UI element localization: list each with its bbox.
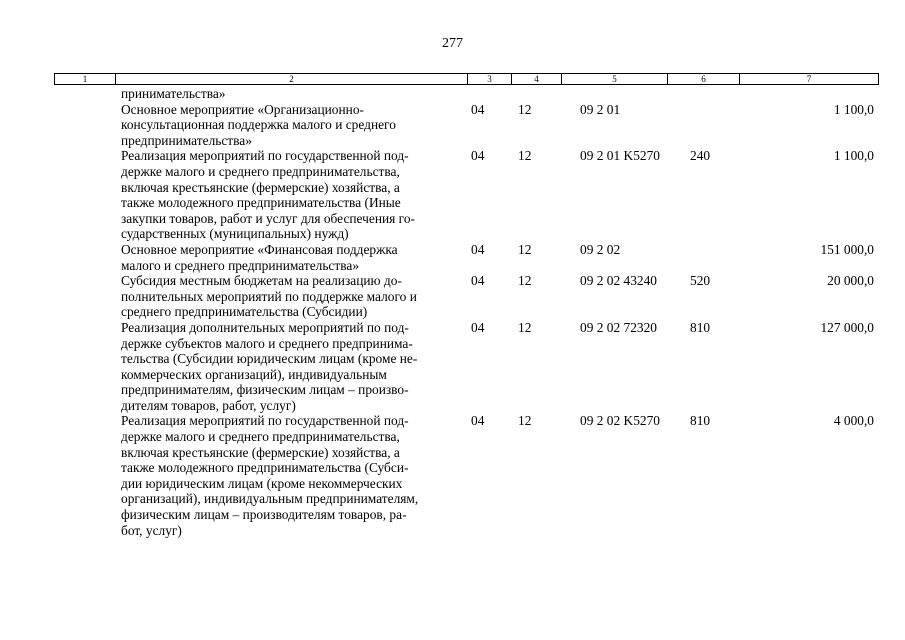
row-name-line: сударственных (муниципальных) нужд) bbox=[121, 226, 349, 242]
table-row bbox=[0, 273, 905, 320]
row-name bbox=[121, 320, 458, 414]
row-name-line: Реализация дополнительных мероприятий по под- bbox=[121, 319, 409, 335]
table-row bbox=[0, 102, 905, 149]
row-amount: 127 000,0 bbox=[820, 319, 874, 335]
row-subsection: 12 bbox=[518, 273, 532, 289]
row-section: 04 bbox=[471, 241, 485, 257]
row-target-article: 09 2 01 bbox=[580, 101, 621, 117]
row-subsection: 12 bbox=[518, 413, 532, 429]
row-name-line: коммерческих организаций), индивидуальным bbox=[121, 366, 387, 382]
row-amount: 4 000,0 bbox=[833, 413, 874, 429]
row-name-line: бот, услуг) bbox=[121, 522, 182, 538]
row-name-line: включая крестьянские (фермерские) хозяйства, а bbox=[121, 179, 400, 195]
row-name-line: держке субъектов малого и среднего предпринима- bbox=[121, 335, 413, 351]
row-section: 04 bbox=[471, 319, 485, 335]
row-section: 04 bbox=[471, 148, 485, 164]
row-name bbox=[121, 102, 458, 149]
row-name-line: полнительных мероприятий по поддержке малого и bbox=[121, 288, 417, 304]
row-target-article: 09 2 02 K5270 bbox=[580, 413, 660, 429]
row-name-line: принимательства» bbox=[121, 86, 226, 101]
row-name-line: Субсидия местным бюджетам на реализацию до- bbox=[121, 273, 402, 289]
table-row bbox=[0, 242, 905, 273]
row-expense-type: 810 bbox=[690, 413, 711, 429]
row-name bbox=[121, 273, 458, 320]
column-header-7: 7 bbox=[806, 74, 812, 84]
row-name-line: включая крестьянские (фермерские) хозяйства, а bbox=[121, 444, 400, 460]
row-name-line: Основное мероприятие «Организационно- bbox=[121, 101, 364, 117]
row-section: 04 bbox=[471, 101, 485, 117]
row-amount: 1 100,0 bbox=[833, 148, 874, 164]
row-expense-type: 810 bbox=[690, 319, 711, 335]
row-section: 04 bbox=[471, 413, 485, 429]
row-name bbox=[121, 413, 458, 538]
row-target-article: 09 2 02 72320 bbox=[580, 319, 657, 335]
row-name-line: закупки товаров, работ и услуг для обеспечения го- bbox=[121, 210, 415, 226]
row-name-line: Реализация мероприятий по государственной под- bbox=[121, 148, 409, 164]
row-subsection: 12 bbox=[518, 148, 532, 164]
column-header-5: 5 bbox=[562, 74, 668, 84]
table-row bbox=[0, 148, 905, 242]
column-header-3: 3 bbox=[468, 74, 512, 84]
row-name bbox=[121, 242, 458, 273]
row-name-line: Основное мероприятие «Финансовая поддержка bbox=[121, 241, 398, 257]
row-target-article: 09 2 02 43240 bbox=[580, 273, 657, 289]
column-header-4: 4 bbox=[512, 74, 562, 84]
row-name-line: дии юридическим лицам (кроме некоммерческих bbox=[121, 475, 403, 491]
row-amount: 151 000,0 bbox=[820, 241, 874, 257]
column-header-6: 6 bbox=[668, 74, 740, 84]
row-name-line: физическим лицам – производителям товаров, ра- bbox=[121, 507, 407, 523]
row-name-line: держке малого и среднего предпринимательства, bbox=[121, 163, 400, 179]
row-name-line: также молодежного предпринимательства (Субси- bbox=[121, 460, 409, 476]
row-name-line: также молодежного предпринимательства (Иные bbox=[121, 195, 401, 211]
row-expense-type: 520 bbox=[690, 273, 711, 289]
row-name bbox=[121, 86, 458, 102]
table-row bbox=[0, 320, 905, 414]
table-row bbox=[0, 413, 905, 538]
table-body bbox=[0, 86, 905, 538]
row-target-article: 09 2 02 bbox=[580, 241, 621, 257]
column-header-2: 2 bbox=[116, 74, 468, 84]
table-row bbox=[0, 86, 905, 102]
row-expense-type: 240 bbox=[690, 148, 711, 164]
row-name-line: Реализация мероприятий по государственной под- bbox=[121, 413, 409, 429]
row-amount: 1 100,0 bbox=[833, 101, 874, 117]
row-name-line: дителям товаров, работ, услуг) bbox=[121, 397, 296, 413]
row-subsection: 12 bbox=[518, 241, 532, 257]
table-header-row bbox=[54, 73, 879, 85]
row-amount: 20 000,0 bbox=[827, 273, 874, 289]
column-header-1: 1 bbox=[55, 74, 116, 84]
row-name-line: предпринимателям, физическим лицам – произво- bbox=[121, 382, 409, 398]
row-name-line: предпринимательства» bbox=[121, 132, 252, 148]
row-subsection: 12 bbox=[518, 319, 532, 335]
row-name-line: тельства (Субсидии юридическим лицам (кроме не- bbox=[121, 351, 418, 367]
page-number: 277 bbox=[442, 36, 463, 51]
row-section: 04 bbox=[471, 273, 485, 289]
row-target-article: 09 2 01 K5270 bbox=[580, 148, 660, 164]
row-name bbox=[121, 148, 458, 242]
row-name-line: малого и среднего предпринимательства» bbox=[121, 257, 360, 273]
row-subsection: 12 bbox=[518, 101, 532, 117]
row-name-line: консультационная поддержка малого и среднего bbox=[121, 117, 396, 133]
row-name-line: организаций), индивидуальным предпринимателям, bbox=[121, 491, 419, 507]
row-name-line: среднего предпринимательства (Субсидии) bbox=[121, 304, 368, 320]
row-name-line: держке малого и среднего предпринимательства, bbox=[121, 429, 400, 445]
